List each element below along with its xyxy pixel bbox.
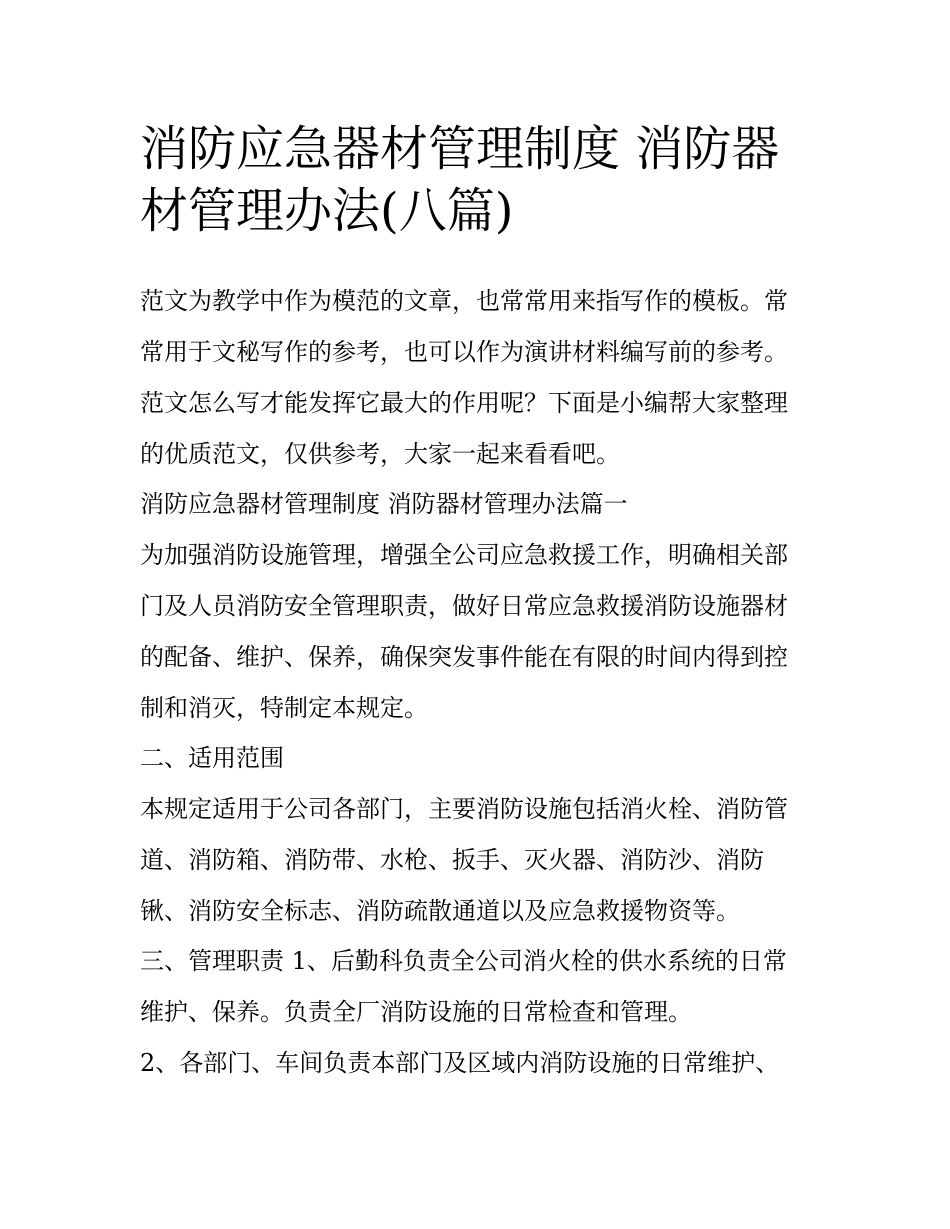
body-line-13: 锹、消防安全标志、消防疏散通道以及应急救援物资等。 bbox=[140, 897, 740, 925]
body-line-3: 范文怎么写才能发挥它最大的作用呢？下面是小编帮大家整理 bbox=[140, 389, 788, 417]
document-title bbox=[140, 118, 820, 242]
body-line-6: 为加强消防设施管理，增强全公司应急救援工作，明确相关部 bbox=[140, 541, 788, 569]
body-line-8: 的配备、维护、保养，确保突发事件能在有限的时间内得到控 bbox=[140, 643, 788, 671]
section-heading-1: 消防应急器材管理制度 消防器材管理办法篇一 bbox=[140, 490, 628, 518]
body-line-1: 范文为教学中作为模范的文章，也常常用来指写作的模板。常 bbox=[140, 287, 788, 315]
body-line-16: 2、各部门、车间负责本部门及区域内消防设施的日常维护、 bbox=[140, 1049, 780, 1077]
body-line-2: 常用于文秘写作的参考，也可以作为演讲材料编写前的参考。 bbox=[140, 338, 788, 366]
body-line-15: 维护、保养。负责全厂消防设施的日常检查和管理。 bbox=[140, 998, 692, 1026]
body-line-7: 门及人员消防安全管理职责，做好日常应急救援消防设施器材 bbox=[140, 592, 788, 620]
body-line-4: 的优质范文，仅供参考，大家一起来看看吧。 bbox=[140, 440, 620, 468]
body-line-12: 道、消防箱、消防带、水枪、扳手、灭火器、消防沙、消防 bbox=[140, 846, 764, 874]
body-line-9: 制和消灭，特制定本规定。 bbox=[140, 694, 428, 722]
title-line-2: 材管理办法(八篇) bbox=[140, 183, 514, 239]
section-heading-3: 三、管理职责 1、后勤科负责全公司消火栓的供水系统的日常 bbox=[140, 947, 787, 975]
body-line-11: 本规定适用于公司各部门，主要消防设施包括消火栓、消防管 bbox=[140, 795, 788, 823]
title-line-1: 消防应急器材管理制度 消防器 bbox=[140, 121, 780, 177]
section-heading-2: 二、适用范围 bbox=[140, 744, 284, 772]
